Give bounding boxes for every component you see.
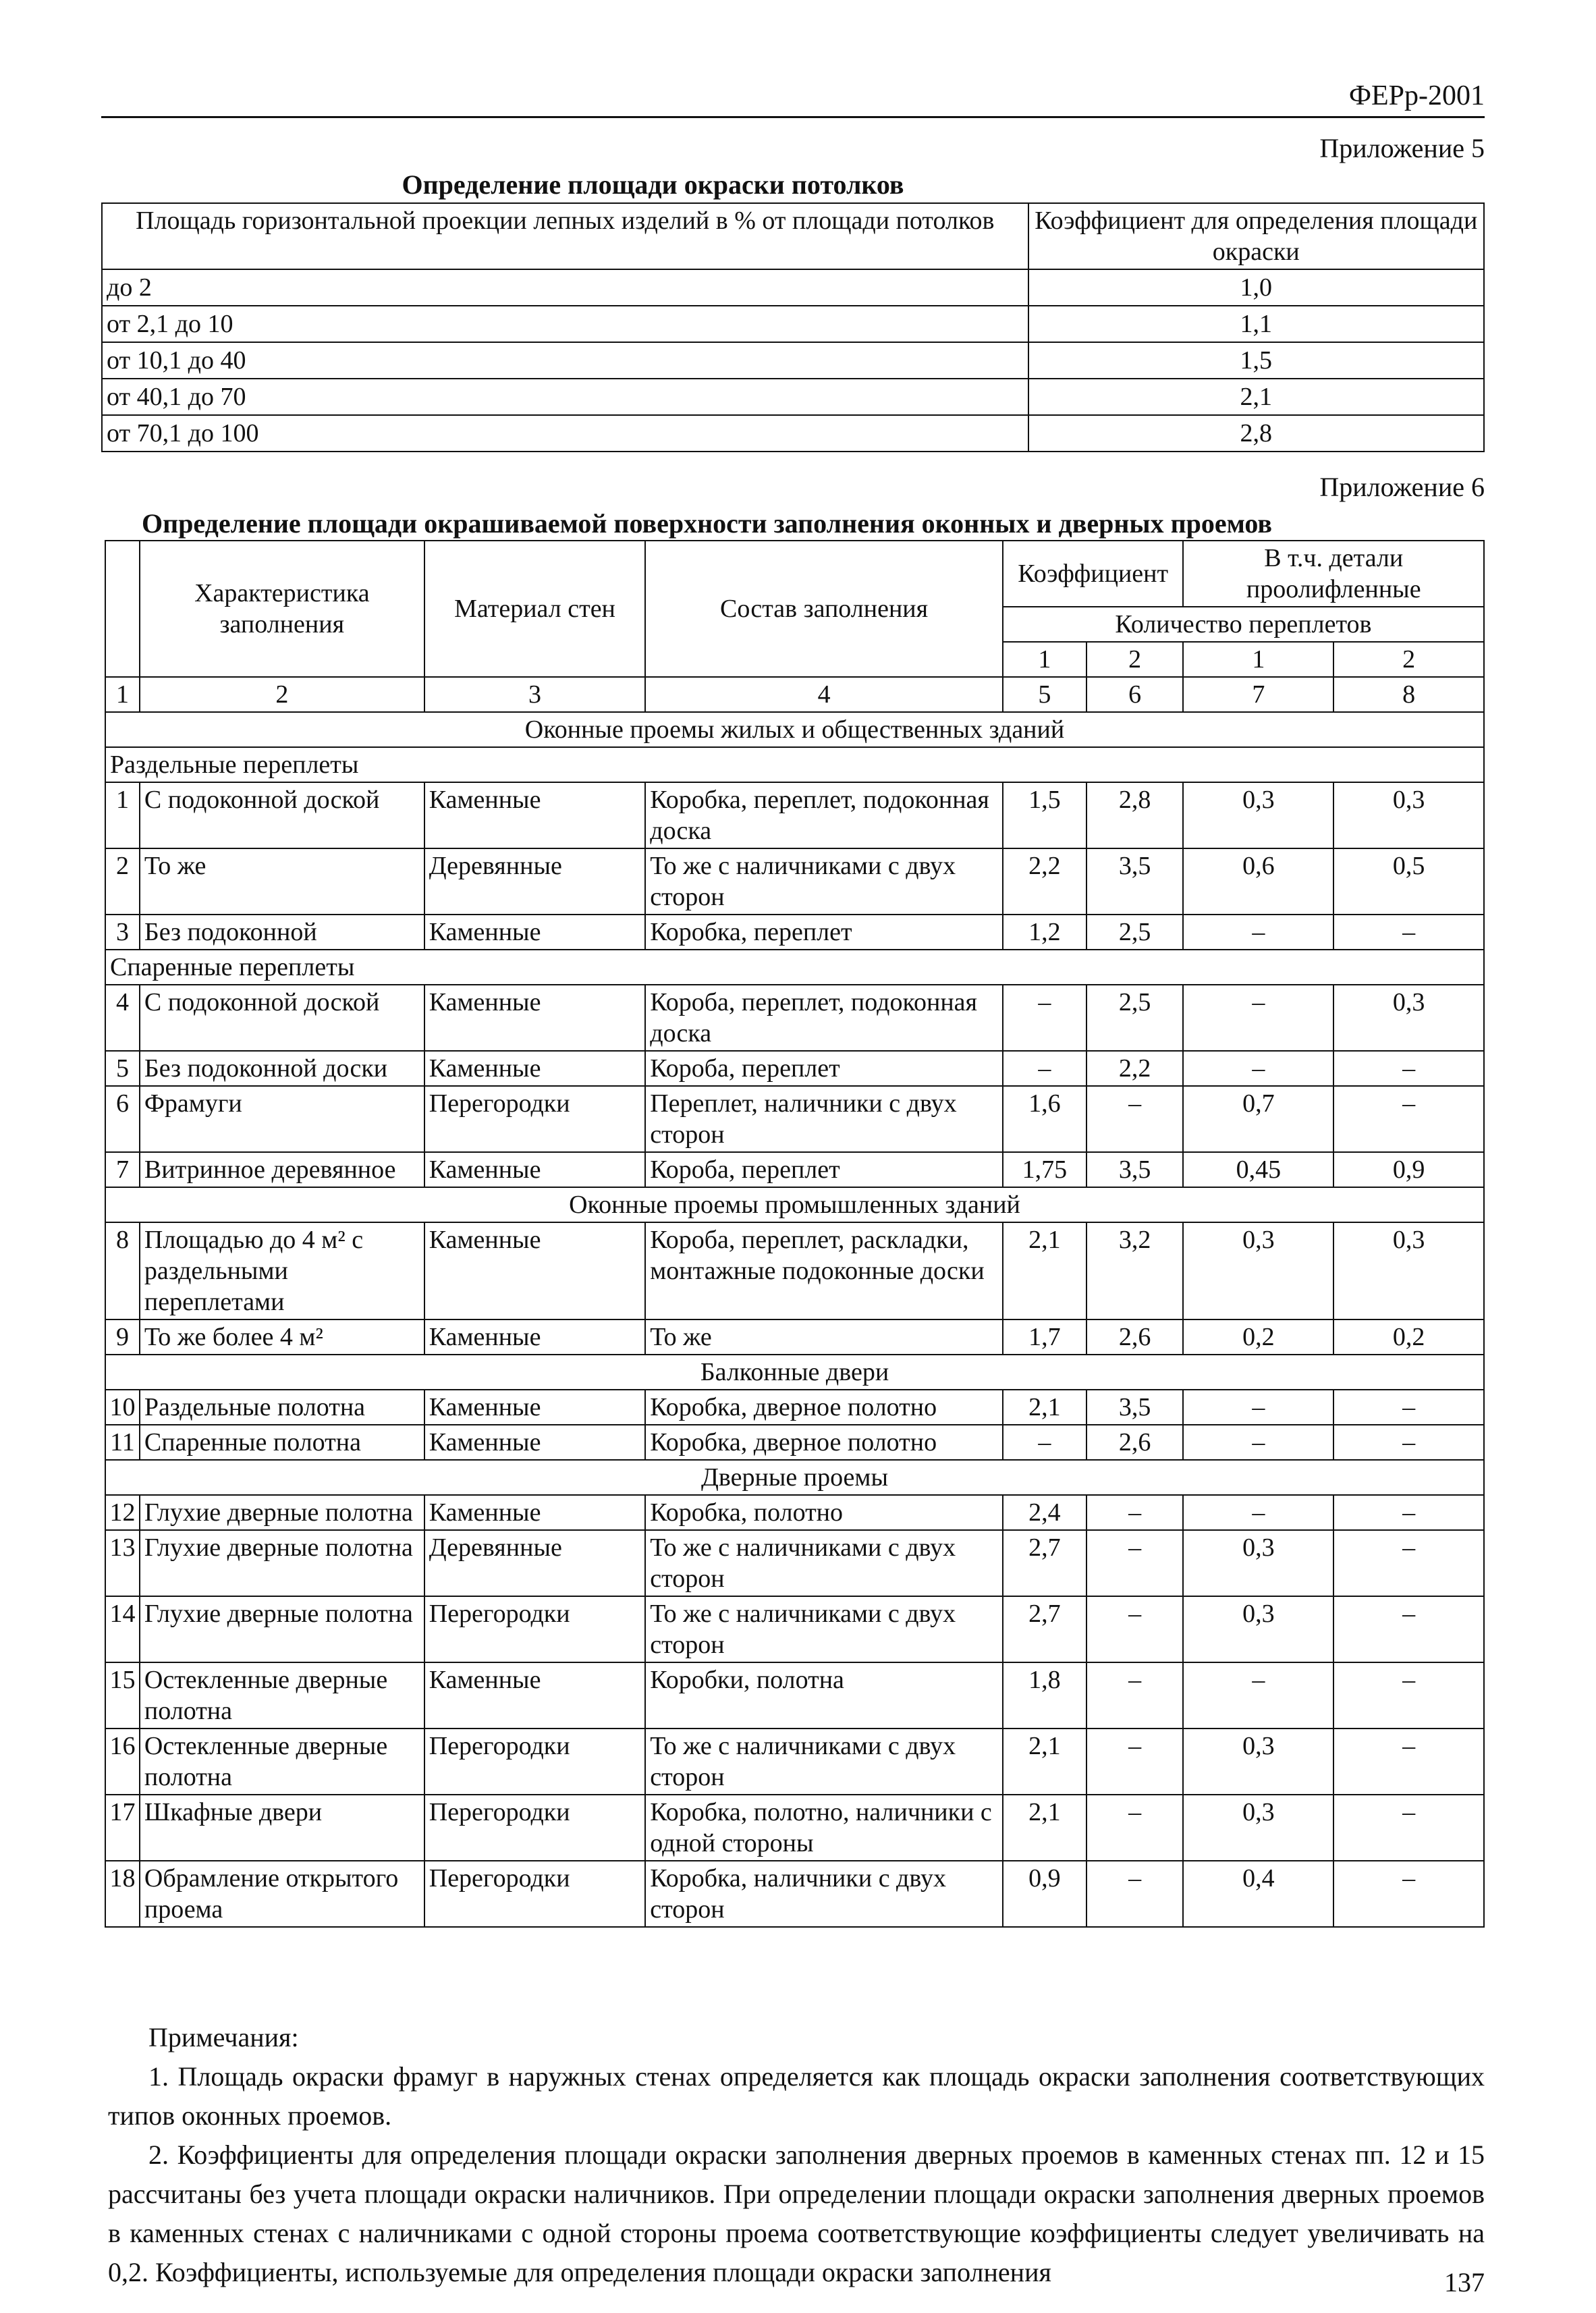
value-cell: –	[1086, 1729, 1184, 1795]
material-cell: Каменные	[424, 1152, 645, 1187]
value-cell: –	[1333, 1861, 1484, 1927]
range-cell: от 70,1 до 100	[102, 415, 1028, 452]
value-cell: 2,2	[1086, 1051, 1184, 1086]
coef-cell: 1,5	[1028, 342, 1484, 379]
characteristic-cell: С подоконной доской	[140, 985, 424, 1051]
column-number: 2	[140, 677, 424, 712]
range-cell: до 2	[102, 269, 1028, 306]
characteristic-cell: Раздельные полотна	[140, 1390, 424, 1425]
material-cell: Каменные	[424, 1222, 645, 1319]
value-cell: 2,1	[1003, 1729, 1086, 1795]
value-cell: –	[1183, 1662, 1333, 1729]
section-row	[105, 712, 1484, 747]
composition-cell: То же	[645, 1319, 1003, 1355]
table-row	[102, 342, 1484, 379]
characteristic-cell: Обрамление открытого проема	[140, 1861, 424, 1927]
material-cell: Каменные	[424, 782, 645, 848]
characteristic-cell: Глухие дверные полотна	[140, 1530, 424, 1596]
column-number: 3	[424, 677, 645, 712]
characteristic-cell: Шкафные двери	[140, 1795, 424, 1861]
value-cell: –	[1333, 1662, 1484, 1729]
material-cell: Каменные	[424, 1495, 645, 1530]
row-number: 13	[105, 1530, 140, 1596]
section-title: Дверные проемы	[105, 1460, 1484, 1495]
row-number: 16	[105, 1729, 140, 1795]
value-cell: 2,6	[1086, 1425, 1184, 1460]
material-cell: Каменные	[424, 1051, 645, 1086]
header-sub: 2	[1086, 642, 1184, 677]
value-cell: 0,3	[1183, 782, 1333, 848]
section-row	[105, 1187, 1484, 1222]
characteristic-cell: Площадью до 4 м² с раздельными переплетами	[140, 1222, 424, 1319]
section-title: Оконные проемы промышленных зданий	[105, 1187, 1484, 1222]
value-cell: 3,5	[1086, 1390, 1184, 1425]
composition-cell: То же с наличниками с двух сторон	[645, 848, 1003, 915]
value-cell: –	[1333, 1729, 1484, 1795]
value-cell: –	[1183, 1051, 1333, 1086]
column-number: 4	[645, 677, 1003, 712]
table-row	[105, 1152, 1484, 1187]
value-cell: 2,7	[1003, 1596, 1086, 1662]
section-row	[105, 1355, 1484, 1390]
material-cell: Каменные	[424, 915, 645, 950]
value-cell: 0,9	[1003, 1861, 1086, 1927]
material-cell: Деревянные	[424, 848, 645, 915]
row-number: 6	[105, 1086, 140, 1152]
value-cell: –	[1333, 1530, 1484, 1596]
header-sub: 1	[1003, 642, 1086, 677]
characteristic-cell: Без подоконной доски	[140, 1051, 424, 1086]
header-wall-material: Материал стен	[424, 541, 645, 677]
value-cell: –	[1086, 1662, 1184, 1729]
subsection-title: Спаренные переплеты	[105, 950, 1484, 985]
document-code: ФЕРр-2001	[1348, 80, 1485, 111]
table-row	[105, 1390, 1484, 1425]
range-cell: от 40,1 до 70	[102, 379, 1028, 415]
row-number: 18	[105, 1861, 140, 1927]
header-coefficient: Коэффициент для определения площади окраски	[1028, 203, 1484, 269]
row-number: 3	[105, 915, 140, 950]
value-cell: –	[1333, 1425, 1484, 1460]
column-number: 6	[1086, 677, 1184, 712]
material-cell: Каменные	[424, 1319, 645, 1355]
table-row	[102, 379, 1484, 415]
row-number: 7	[105, 1152, 140, 1187]
material-cell: Деревянные	[424, 1530, 645, 1596]
value-cell: –	[1003, 1051, 1086, 1086]
characteristic-cell: Фрамуги	[140, 1086, 424, 1152]
row-number: 1	[105, 782, 140, 848]
column-number: 5	[1003, 677, 1086, 712]
table-header-row	[105, 541, 1484, 607]
table-row	[105, 1319, 1484, 1355]
header-characteristic: Характеристика заполнения	[140, 541, 424, 677]
value-cell: 0,2	[1183, 1319, 1333, 1355]
value-cell: 0,5	[1333, 848, 1484, 915]
value-cell: –	[1333, 1390, 1484, 1425]
characteristic-cell: То же более 4 м²	[140, 1319, 424, 1355]
value-cell: 0,3	[1183, 1795, 1333, 1861]
value-cell: 3,5	[1086, 848, 1184, 915]
composition-cell: Переплет, наличники с двух сторон	[645, 1086, 1003, 1152]
value-cell: –	[1086, 1086, 1184, 1152]
characteristic-cell: Глухие дверные полотна	[140, 1596, 424, 1662]
header-sub: 1	[1183, 642, 1333, 677]
value-cell: 2,5	[1086, 985, 1184, 1051]
characteristic-cell: Остекленные дверные полотна	[140, 1662, 424, 1729]
value-cell: 0,6	[1183, 848, 1333, 915]
value-cell: 2,4	[1003, 1495, 1086, 1530]
table-row	[105, 1729, 1484, 1795]
value-cell: 1,8	[1003, 1662, 1086, 1729]
row-number: 2	[105, 848, 140, 915]
value-cell: 0,3	[1183, 1222, 1333, 1319]
characteristic-cell: Без подоконной	[140, 915, 424, 950]
value-cell: –	[1086, 1795, 1184, 1861]
table-row	[105, 1530, 1484, 1596]
row-number: 17	[105, 1795, 140, 1861]
value-cell: 2,2	[1003, 848, 1086, 915]
row-number: 4	[105, 985, 140, 1051]
material-cell: Перегородки	[424, 1596, 645, 1662]
value-cell: 2,1	[1003, 1222, 1086, 1319]
header-rule	[101, 116, 1485, 118]
subsection-row	[105, 950, 1484, 985]
composition-cell: Короба, переплет	[645, 1152, 1003, 1187]
row-number: 8	[105, 1222, 140, 1319]
subsection-row	[105, 747, 1484, 782]
ceiling-coefficient-table	[101, 202, 1485, 452]
table-row	[105, 915, 1484, 950]
material-cell: Перегородки	[424, 1086, 645, 1152]
table-row	[105, 1222, 1484, 1319]
value-cell: –	[1086, 1530, 1184, 1596]
section-title: Оконные проемы жилых и общественных зданий	[105, 712, 1484, 747]
table-row	[105, 1861, 1484, 1927]
value-cell: 0,3	[1183, 1729, 1333, 1795]
value-cell: –	[1003, 985, 1086, 1051]
value-cell: –	[1183, 1495, 1333, 1530]
composition-cell: Коробка, дверное полотно	[645, 1425, 1003, 1460]
table-row	[102, 306, 1484, 342]
header-coefficient: Коэффициент	[1003, 541, 1184, 607]
header-composition: Состав заполнения	[645, 541, 1003, 677]
value-cell: 0,3	[1333, 985, 1484, 1051]
column-number: 1	[105, 677, 140, 712]
value-cell: 1,5	[1003, 782, 1086, 848]
value-cell: 2,1	[1003, 1390, 1086, 1425]
value-cell: 1,6	[1003, 1086, 1086, 1152]
composition-cell: То же с наличниками с двух сторон	[645, 1729, 1003, 1795]
row-number: 9	[105, 1319, 140, 1355]
value-cell: –	[1333, 1495, 1484, 1530]
value-cell: 2,8	[1086, 782, 1184, 848]
composition-cell: Коробка, переплет, подоконная доска	[645, 782, 1003, 848]
table-row	[105, 1495, 1484, 1530]
table-row	[105, 1051, 1484, 1086]
table-row	[102, 415, 1484, 452]
value-cell: 2,7	[1003, 1530, 1086, 1596]
notes-block	[108, 2018, 1485, 2292]
table-row	[105, 985, 1484, 1051]
value-cell: –	[1003, 1425, 1086, 1460]
characteristic-cell: Витринное деревянное	[140, 1152, 424, 1187]
table-row	[105, 1086, 1484, 1152]
composition-cell: Коробка, дверное полотно	[645, 1390, 1003, 1425]
composition-cell: Коробка, переплет	[645, 915, 1003, 950]
value-cell: 0,7	[1183, 1086, 1333, 1152]
value-cell: 0,3	[1183, 1530, 1333, 1596]
header-projection-area: Площадь горизонтальной проекции лепных изделий в % от площади потолков	[102, 203, 1028, 269]
appendix-5-label: Приложение 5	[1319, 133, 1485, 163]
table-row	[102, 269, 1484, 306]
value-cell: 1,2	[1003, 915, 1086, 950]
row-number: 10	[105, 1390, 140, 1425]
value-cell: –	[1183, 985, 1333, 1051]
material-cell: Перегородки	[424, 1795, 645, 1861]
notes-heading: Примечания:	[148, 2022, 299, 2052]
table-header-row	[102, 203, 1484, 269]
table-row	[105, 1662, 1484, 1729]
value-cell: –	[1086, 1861, 1184, 1927]
material-cell: Перегородки	[424, 1861, 645, 1927]
value-cell: –	[1333, 1051, 1484, 1086]
row-number: 12	[105, 1495, 140, 1530]
composition-cell: Коробка, полотно, наличники с одной стороны	[645, 1795, 1003, 1861]
appendix-5-title: Определение площади окраски потолков	[402, 169, 904, 200]
note-1: 1. Площадь окраски фрамуг в наружных стенах определяется как площадь окраски заполнения соответствующих типов оконных проемов.	[108, 2061, 1485, 2131]
value-cell: –	[1333, 1086, 1484, 1152]
value-cell: –	[1183, 1390, 1333, 1425]
section-title: Балконные двери	[105, 1355, 1484, 1390]
value-cell: 0,3	[1333, 1222, 1484, 1319]
value-cell: 1,7	[1003, 1319, 1086, 1355]
value-cell: 3,5	[1086, 1152, 1184, 1187]
composition-cell: Коробка, наличники с двух сторон	[645, 1861, 1003, 1927]
characteristic-cell: С подоконной доской	[140, 782, 424, 848]
value-cell: 0,3	[1183, 1596, 1333, 1662]
row-number: 14	[105, 1596, 140, 1662]
value-cell: 0,9	[1333, 1152, 1484, 1187]
composition-cell: Короба, переплет, раскладки, монтажные подоконные доски	[645, 1222, 1003, 1319]
coef-cell: 1,0	[1028, 269, 1484, 306]
row-number: 15	[105, 1662, 140, 1729]
characteristic-cell: Спаренные полотна	[140, 1425, 424, 1460]
table-row	[105, 782, 1484, 848]
value-cell: –	[1086, 1596, 1184, 1662]
value-cell: 0,2	[1333, 1319, 1484, 1355]
value-cell: –	[1183, 1425, 1333, 1460]
composition-cell: Коробка, полотно	[645, 1495, 1003, 1530]
subsection-title: Раздельные переплеты	[105, 747, 1484, 782]
value-cell: –	[1333, 1795, 1484, 1861]
header-sub: 2	[1333, 642, 1484, 677]
value-cell: –	[1333, 1596, 1484, 1662]
column-number-row	[105, 677, 1484, 712]
value-cell: 0,45	[1183, 1152, 1333, 1187]
header-num-blank	[105, 541, 140, 677]
range-cell: от 2,1 до 10	[102, 306, 1028, 342]
coef-cell: 1,1	[1028, 306, 1484, 342]
column-number: 7	[1183, 677, 1333, 712]
value-cell: –	[1333, 915, 1484, 950]
characteristic-cell: То же	[140, 848, 424, 915]
value-cell: 2,5	[1086, 915, 1184, 950]
value-cell: 0,4	[1183, 1861, 1333, 1927]
column-number: 8	[1333, 677, 1484, 712]
material-cell: Каменные	[424, 1425, 645, 1460]
material-cell: Каменные	[424, 985, 645, 1051]
table-row	[105, 848, 1484, 915]
composition-cell: Короба, переплет	[645, 1051, 1003, 1086]
value-cell: 2,6	[1086, 1319, 1184, 1355]
material-cell: Перегородки	[424, 1729, 645, 1795]
composition-cell: Коробки, полотна	[645, 1662, 1003, 1729]
appendix-6-label: Приложение 6	[1319, 472, 1485, 502]
value-cell: 1,75	[1003, 1152, 1086, 1187]
note-2: 2. Коэффициенты для определения площади окраски заполнения дверных проемов в каменных стенах пп. 12 и 15 рассчитаны без учета площади окраски наличников. При определении площади окраски заполнения дверных проемов в каменных стенах с наличниками с одной стороны проема соответствующие коэффициенты следует увеличивать на 0,2. Коэффициенты, используемые для определения площади окраски заполнения	[108, 2140, 1485, 2287]
composition-cell: Короба, переплет, подоконная доска	[645, 985, 1003, 1051]
openings-coefficient-table	[105, 540, 1485, 1928]
composition-cell: То же с наличниками с двух сторон	[645, 1530, 1003, 1596]
coef-cell: 2,1	[1028, 379, 1484, 415]
table-row	[105, 1596, 1484, 1662]
range-cell: от 10,1 до 40	[102, 342, 1028, 379]
value-cell: 3,2	[1086, 1222, 1184, 1319]
row-number: 5	[105, 1051, 140, 1086]
row-number: 11	[105, 1425, 140, 1460]
header-details: В т.ч. детали проолифленные	[1183, 541, 1484, 607]
appendix-6-title: Определение площади окрашиваемой поверхности заполнения оконных и дверных проемов	[142, 508, 1272, 539]
value-cell: 2,1	[1003, 1795, 1086, 1861]
page-number: 137	[1444, 2267, 1485, 2297]
header-frame-count: Количество переплетов	[1003, 607, 1484, 642]
section-row	[105, 1460, 1484, 1495]
table-row	[105, 1425, 1484, 1460]
material-cell: Каменные	[424, 1390, 645, 1425]
characteristic-cell: Остекленные дверные полотна	[140, 1729, 424, 1795]
value-cell: –	[1086, 1495, 1184, 1530]
table-row	[105, 1795, 1484, 1861]
value-cell: 0,3	[1333, 782, 1484, 848]
characteristic-cell: Глухие дверные полотна	[140, 1495, 424, 1530]
coef-cell: 2,8	[1028, 415, 1484, 452]
material-cell: Каменные	[424, 1662, 645, 1729]
composition-cell: То же с наличниками с двух сторон	[645, 1596, 1003, 1662]
value-cell: –	[1183, 915, 1333, 950]
